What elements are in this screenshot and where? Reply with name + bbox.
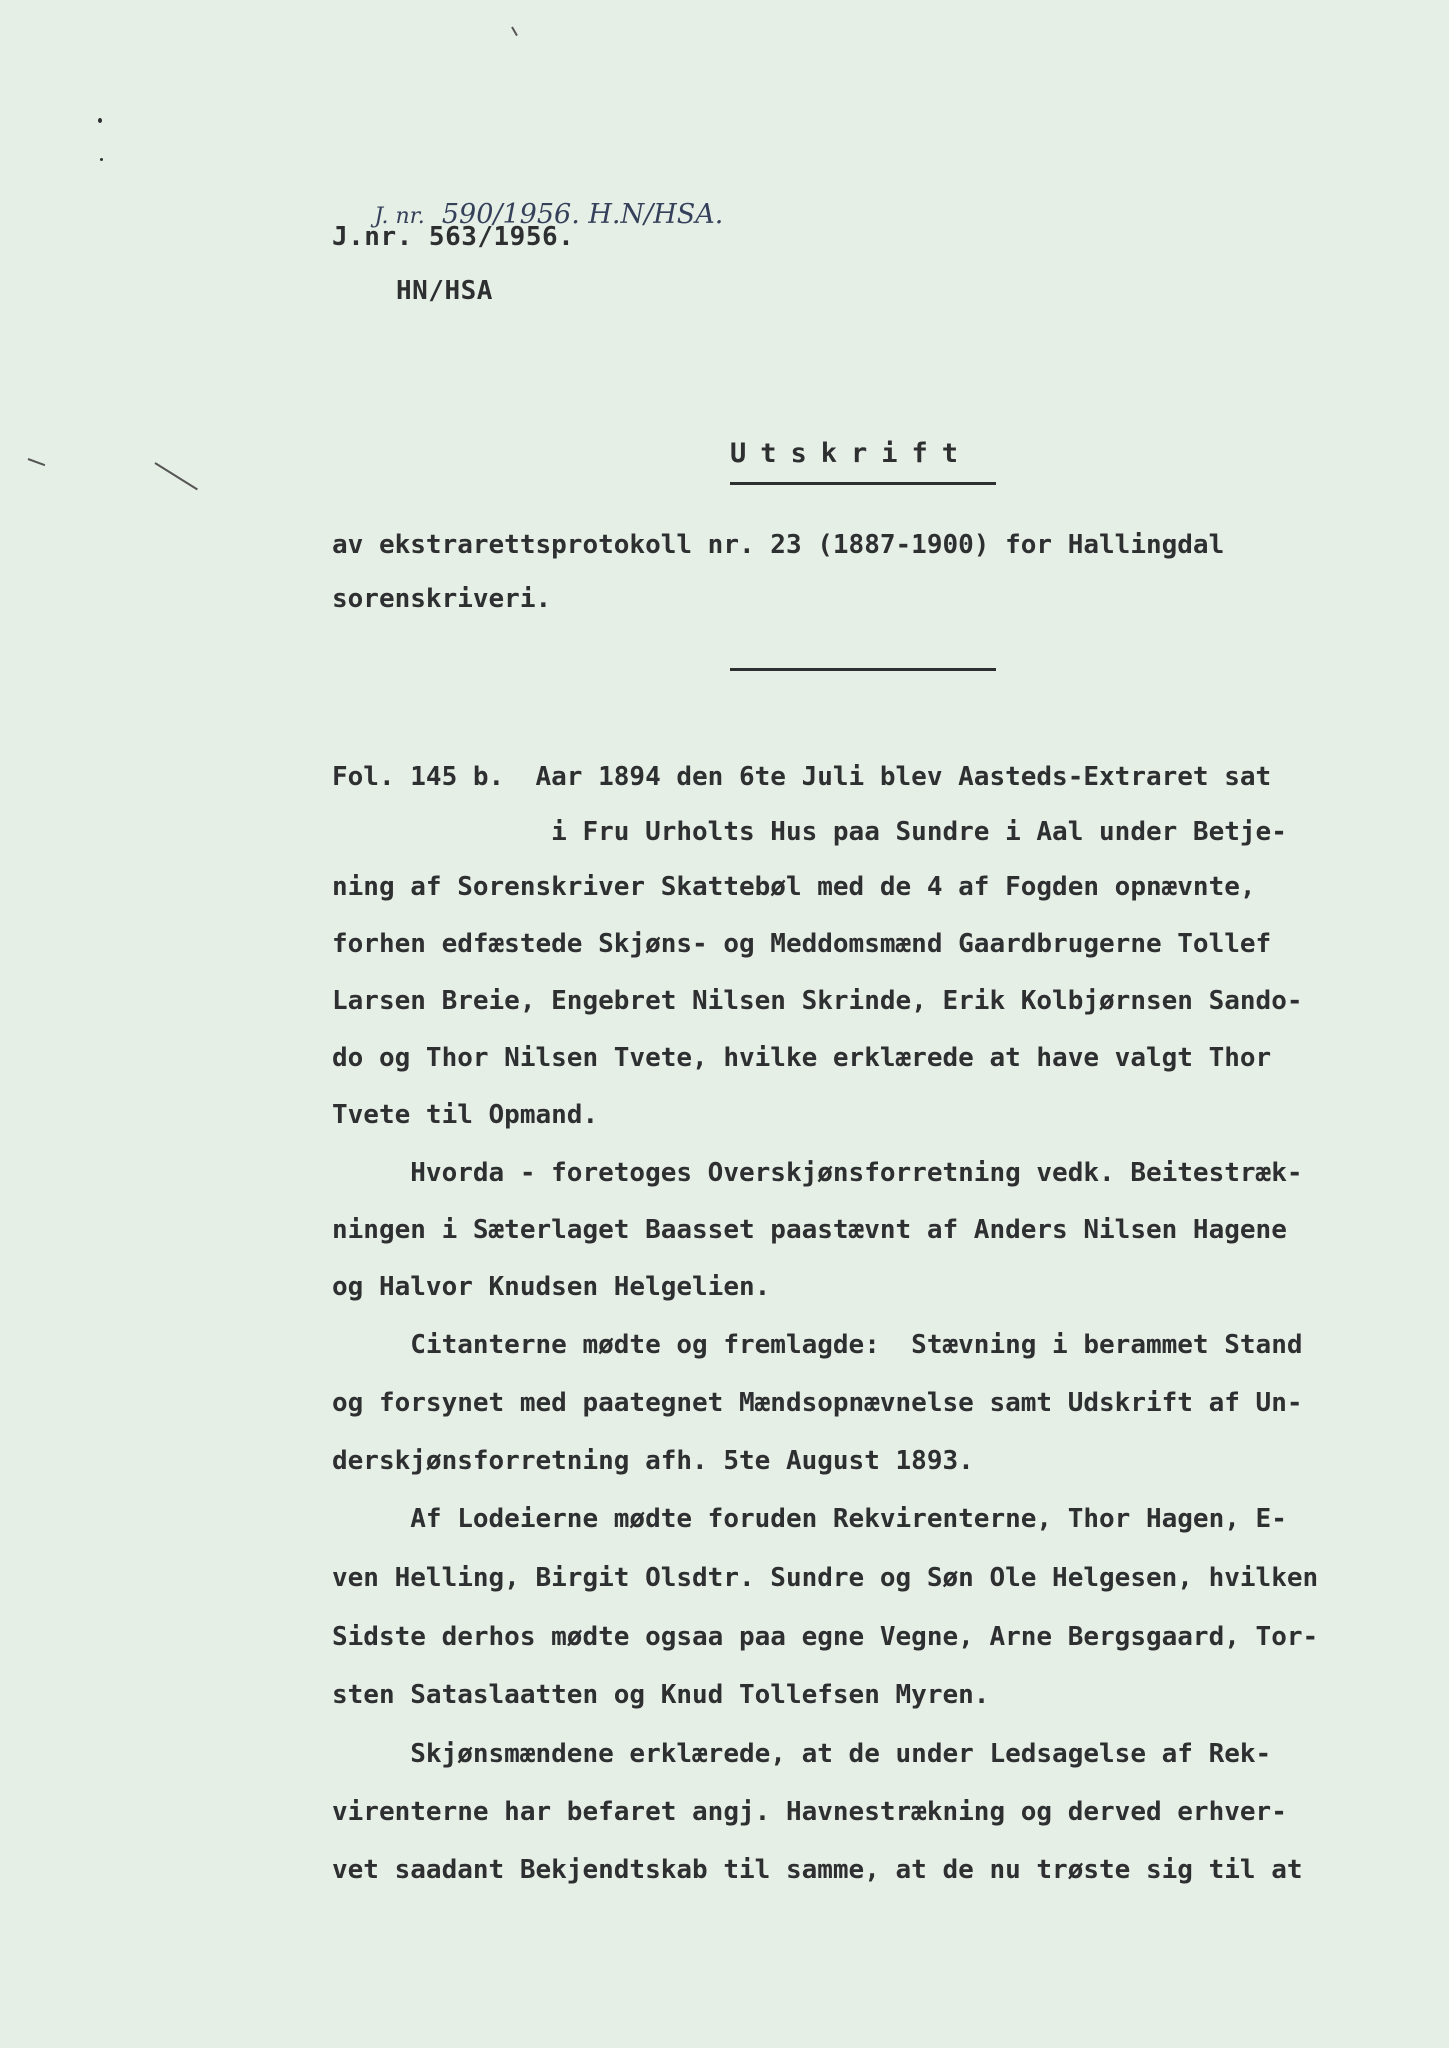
subtitle-line-1: av ekstrarettsprotokoll nr. 23 (1887-1900) for Hallingdal [332, 530, 1225, 560]
body-line: Af Lodeierne mødte foruden Rekvirenterne, Thor Hagen, E- [332, 1504, 1287, 1534]
document-title: Utskrift [730, 438, 973, 469]
subtitle-line-2: sorenskriveri. [332, 584, 552, 614]
section-divider [730, 668, 996, 671]
body-line: derskjønsforretning afh. 5te August 1893. [332, 1446, 974, 1476]
margin-speck [98, 118, 102, 123]
body-line: Larsen Breie, Engebret Nilsen Skrinde, Erik Kolbjørnsen Sando- [332, 986, 1303, 1016]
initials: HN/HSA [396, 276, 493, 306]
body-line: Fol. 145 b. Aar 1894 den 6te Juli blev Aasteds-Extraret sat [332, 762, 1272, 792]
body-line: virenterne har befaret angj. Havnestrækning og derved erhver- [332, 1797, 1287, 1827]
body-line: ningen i Sæterlaget Baasset paastævnt af Anders Nilsen Hagene [332, 1215, 1287, 1245]
body-line: forhen edfæstede Skjøns- og Meddomsmænd Gaardbrugerne Tollef [332, 929, 1272, 959]
handwritten-jnr-value: 590/1956. H.N/HSA. [441, 199, 724, 230]
journal-number: J.nr. 563/1956. [332, 222, 575, 252]
body-line: vet saadant Bekjendtskab til samme, at de nu trøste sig til at [332, 1855, 1303, 1885]
body-line: i Fru Urholts Hus paa Sundre i Aal under Betje- [332, 817, 1287, 847]
body-line: sten Sataslaatten og Knud Tollefsen Myren. [332, 1680, 990, 1710]
margin-scratch [28, 458, 46, 466]
body-line: ning af Sorenskriver Skattebøl med de 4 af Fogden opnævnte, [332, 872, 1256, 902]
margin-speck [100, 158, 103, 161]
body-line: do og Thor Nilsen Tvete, hvilke erklærede at have valgt Thor [332, 1043, 1272, 1073]
margin-scratch [154, 462, 197, 490]
title-underline [730, 482, 996, 485]
body-line: Citanterne mødte og fremlagde: Stævning i berammet Stand [332, 1330, 1303, 1360]
top-scratch [511, 27, 518, 37]
body-line: og forsynet med paategnet Mændsopnævnelse samt Udskrift af Un- [332, 1388, 1303, 1418]
body-line: ven Helling, Birgit Olsdtr. Sundre og Søn Ole Helgesen, hvilken [332, 1563, 1319, 1593]
body-line: Skjønsmændene erklærede, at de under Ledsagelse af Rek- [332, 1739, 1272, 1769]
body-line: og Halvor Knudsen Helgelien. [332, 1272, 771, 1302]
body-line: Tvete til Opmand. [332, 1100, 599, 1130]
body-line: Sidste derhos mødte ogsaa paa egne Vegne, Arne Bergsgaard, Tor- [332, 1622, 1319, 1652]
handwritten-jnr-label: J. nr. [374, 204, 425, 229]
body-line: Hvorda - foretoges Overskjønsforretning vedk. Beitestræk- [332, 1158, 1303, 1188]
